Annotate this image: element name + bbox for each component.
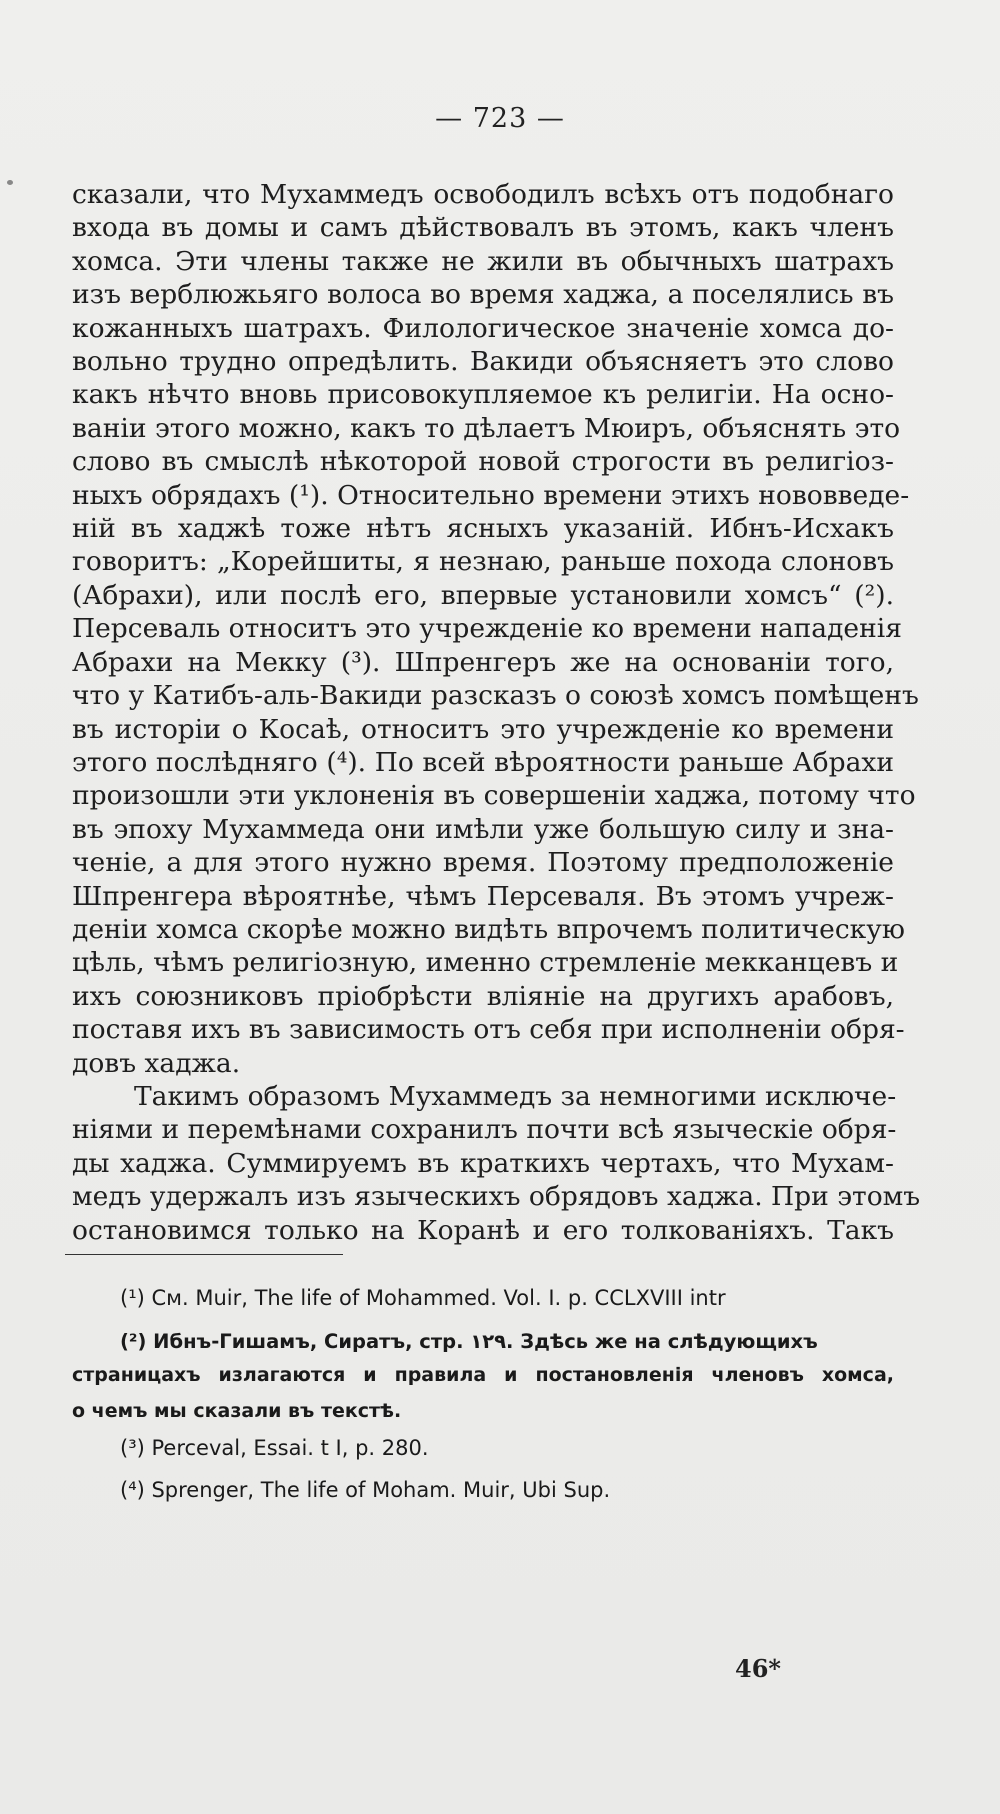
text-line: ній въ хаджѣ тоже нѣтъ ясныхъ указаній. Ибнъ-Исхакъ <box>72 513 894 545</box>
text-line: ваніи этого можно, какъ то дѣлаетъ Мюиръ, объяснять это <box>72 412 901 444</box>
text-line: медъ удержалъ изъ языческихъ обрядовъ хаджа. При этомъ <box>72 1181 921 1213</box>
main-text <box>72 178 921 1247</box>
footnotes <box>72 1286 894 1520</box>
text-line: цѣль, чѣмъ религіозную, именно стремленіе мекканцевъ и <box>72 947 899 979</box>
text-line: въ эпоху Мухаммеда они имѣли уже большую силу и зна- <box>72 813 894 845</box>
text-line: входа въ домы и самъ дѣйствовалъ въ этомъ, какъ членъ <box>72 212 894 244</box>
footnote-divider <box>65 1254 343 1255</box>
text-line: довъ хаджа. <box>72 1047 241 1079</box>
footnote-2-continued: страницахъ излагаются и правила и постановленія членовъ хомса, <box>72 1364 894 1386</box>
footnote-2-continued: о чемъ мы сказали въ текстѣ. <box>72 1400 402 1422</box>
text-line: Персеваль относитъ это учрежденіе ко времени нападенія <box>72 613 902 645</box>
page-number: — 723 — <box>435 103 565 134</box>
text-line: вольно трудно опредѣлить. Вакиди объясняетъ это слово <box>72 346 894 378</box>
text-line: кожанныхъ шатрахъ. Филологическое значеніе хомса до- <box>72 312 894 344</box>
text-line: ніями и перемѣнами сохранилъ почти всѣ языческіе обря- <box>72 1114 897 1146</box>
text-line: Абрахи на Мекку (³). Шпренгеръ же на основаніи того, <box>72 646 894 678</box>
footnote-3: (³) Perceval, Essai. t I, p. 280. <box>120 1436 429 1460</box>
footnote-1: (¹) См. Muir, The life of Mohammed. Vol. I. p. CCLXVIII intr <box>120 1286 726 1310</box>
text-line: что у Катибъ-аль-Вакиди разсказъ о союзѣ хомсъ помѣщенъ <box>72 680 919 712</box>
text-line: Шпренгера вѣроятнѣе, чѣмъ Персеваля. Въ этомъ учреж- <box>72 880 894 912</box>
text-line: ченіе, а для этого нужно время. Поэтому предположеніе <box>72 847 894 879</box>
text-line: остановимся только на Коранѣ и его толкованіяхъ. Такъ <box>72 1214 894 1246</box>
text-line: въ исторіи о Косаѣ, относитъ это учрежденіе ко времени <box>72 713 894 745</box>
footnote-4: (⁴) Sprenger, The life of Moham. Muir, Ubi Sup. <box>120 1478 611 1502</box>
text-line: какъ нѣчто вновь присовокупляемое къ религіи. На осно- <box>72 379 894 411</box>
footnote-2: (²) Ибнъ-Гишамъ, Сиратъ, стр. ١٢٩. Здѣсь же на слѣдующихъ <box>120 1330 818 1353</box>
text-line: говоритъ: „Корейшиты, я незнаю, раньше похода слоновъ <box>72 546 894 578</box>
text-line: ныхъ обрядахъ (¹). Относительно времени этихъ нововведе- <box>72 479 910 511</box>
text-line: ды хаджа. Суммируемъ въ краткихъ чертахъ, что Мухам- <box>72 1147 894 1179</box>
text-line: поставя ихъ въ зависимость отъ себя при исполненіи обря- <box>72 1014 905 1046</box>
text-line: (Абрахи), или послѣ его, впервые установили хомсъ“ (²). <box>72 579 894 611</box>
text-line: ихъ союзниковъ пріобрѣсти вліяніе на другихъ арабовъ, <box>72 980 894 1012</box>
text-line: Такимъ образомъ Мухаммедъ за немногими исключе- <box>134 1080 897 1112</box>
text-line: изъ верблюжьяго волоса во время хаджа, а поселялись въ <box>72 279 894 311</box>
text-line: произошли эти уклоненія въ совершеніи хаджа, потому что <box>72 780 916 812</box>
text-line: этого послѣдняго (⁴). По всей вѣроятности раньше Абрахи <box>72 746 894 778</box>
text-line: хомса. Эти члены также не жили въ обычныхъ шатрахъ <box>72 245 894 277</box>
text-line: слово въ смыслѣ нѣкоторой новой строгости въ религіоз- <box>72 446 894 478</box>
margin-ink-spot <box>7 180 13 185</box>
signature-mark: 46* <box>735 1654 781 1683</box>
text-line: деніи хомса скорѣе можно видѣть впрочемъ политическую <box>72 913 905 945</box>
text-line: сказали, что Мухаммедъ освободилъ всѣхъ отъ подобнаго <box>72 179 894 210</box>
